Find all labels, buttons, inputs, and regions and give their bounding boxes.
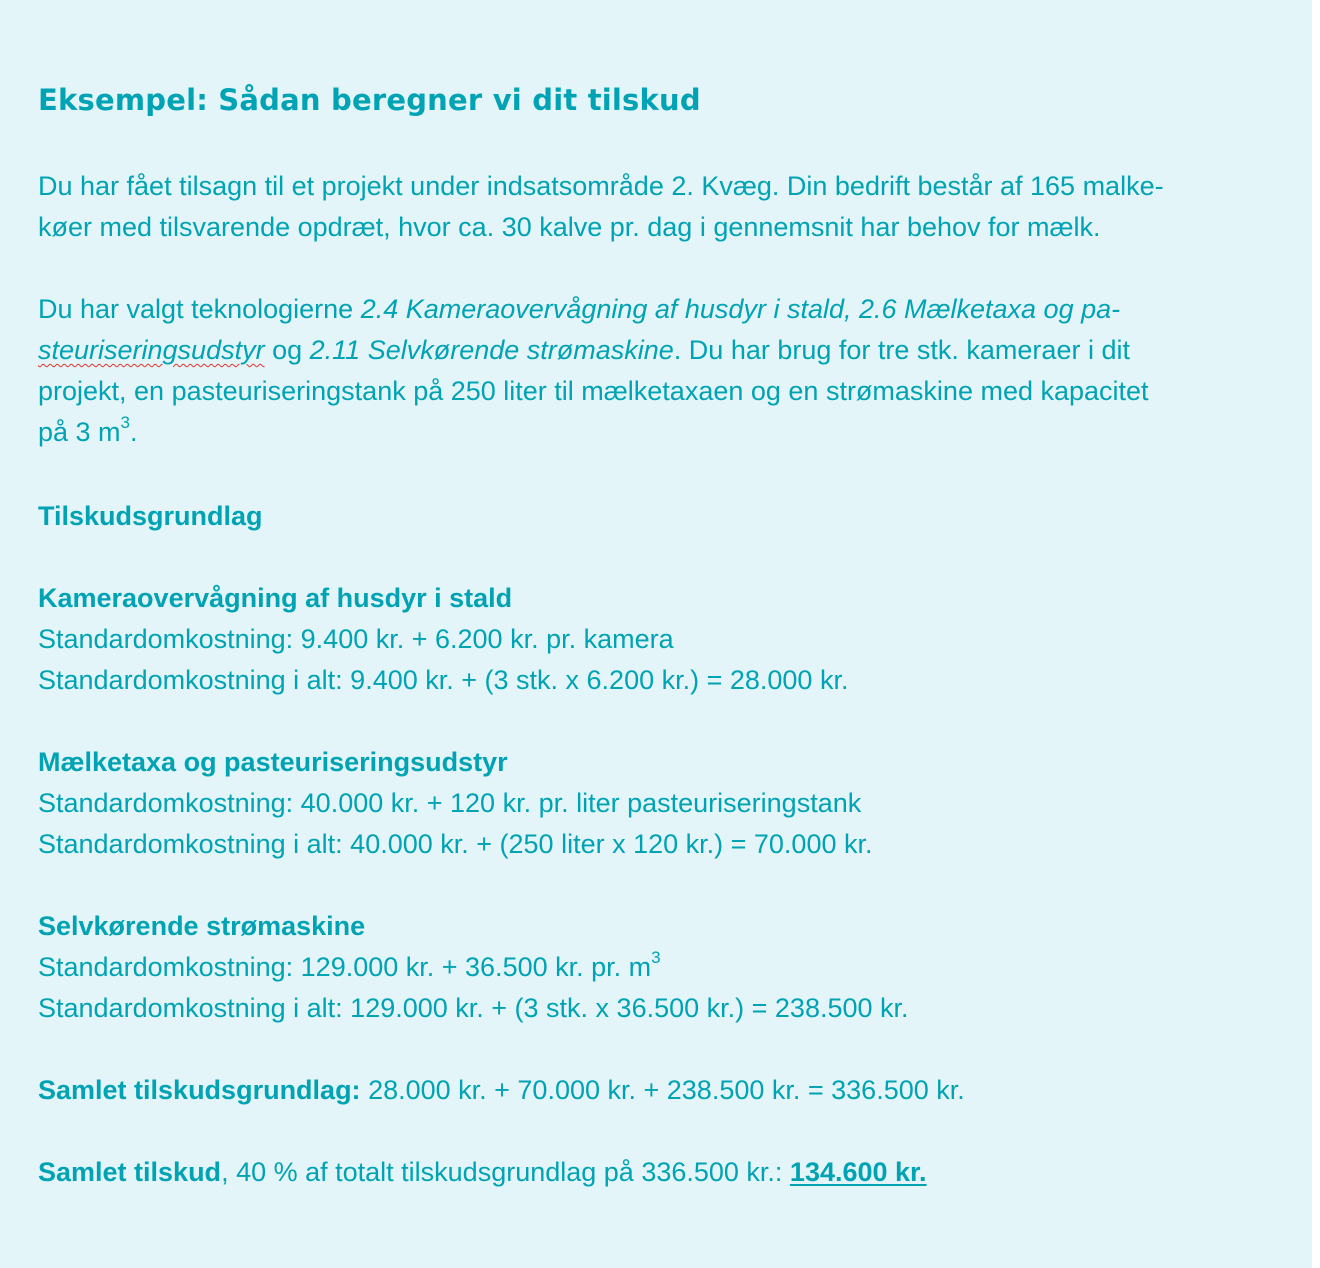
example-title: Eksempel: Sådan beregner vi dit tilskud: [38, 83, 701, 117]
superscript-3: 3: [651, 948, 661, 967]
camera-section: [38, 578, 848, 701]
technologies-line-2-suffix: . Du har brug for tre stk. kameraer i dit: [673, 335, 1130, 365]
milk-heading: Mælketaxa og pasteuriseringsudstyr: [38, 747, 508, 777]
technologies-line-4: [38, 412, 1149, 453]
milk-standard-cost: Standardomkostning: 40.000 kr. + 120 kr. pr. liter pasteuriseringstank: [38, 788, 862, 818]
sum-grant-text: , 40 % af totalt tilskudsgrundlag på 336.500 kr.:: [221, 1157, 790, 1187]
capacity-suffix: .: [130, 417, 138, 447]
misspelled-word[interactable]: steuriseringsudstyr: [38, 335, 265, 365]
technologies-list-part-1: 2.4 Kameraovervågning af husdyr i stald, 2.6 Mælketaxa og pa-: [360, 294, 1121, 324]
sum-grant-amount: 134.600 kr.: [789, 1157, 927, 1187]
intro-line-2: køer med tilsvarende opdræt, hvor ca. 30 kalve pr. dag i gennemsnit har behov for mælk.: [38, 212, 1101, 242]
technologies-prefix: Du har valgt teknologierne: [38, 294, 361, 324]
sum-basis-label: Samlet tilskudsgrundlag:: [38, 1075, 361, 1105]
technologies-list-part-2: 2.11 Selvkørende strømaskine: [309, 335, 674, 365]
technologies-line-3: projekt, en pasteuriseringstank på 250 liter til mælketaxaen og en strømaskine med kapacitet: [38, 376, 1149, 406]
sum-grant-row: [38, 1152, 927, 1193]
straw-total-cost: Standardomkostning i alt: 129.000 kr. + (3 stk. x 36.500 kr.) = 238.500 kr.: [38, 993, 909, 1023]
camera-heading: Kameraovervågning af husdyr i stald: [38, 583, 513, 613]
sum-basis-row: [38, 1070, 965, 1111]
basis-heading-text: Tilskudsgrundlag: [38, 501, 263, 531]
intro-paragraph: [38, 166, 1164, 248]
sum-grant-label: Samlet tilskud: [38, 1157, 222, 1187]
technologies-og: og: [264, 335, 310, 365]
milk-section: [38, 742, 872, 865]
basis-heading: [38, 496, 263, 537]
camera-standard-cost: Standardomkostning: 9.400 kr. + 6.200 kr. pr. kamera: [38, 624, 674, 654]
technologies-line-1: [38, 289, 1149, 330]
technologies-paragraph: [38, 289, 1149, 453]
camera-total-cost: Standardomkostning i alt: 9.400 kr. + (3 stk. x 6.200 kr.) = 28.000 kr.: [38, 665, 849, 695]
milk-total-cost: Standardomkostning i alt: 40.000 kr. + (250 liter x 120 kr.) = 70.000 kr.: [38, 829, 873, 859]
intro-line-1: Du har fået tilsagn til et projekt under indsatsområde 2. Kvæg. Din bedrift består af 165 malke-: [38, 171, 1164, 201]
superscript-3: 3: [120, 413, 131, 432]
sum-grant-line: [38, 1152, 927, 1193]
straw-standard-cost: [38, 947, 909, 988]
technologies-line-2: [38, 330, 1149, 371]
sum-basis-value: 28.000 kr. + 70.000 kr. + 238.500 kr. = 336.500 kr.: [360, 1075, 965, 1105]
capacity-prefix: på 3 m: [38, 417, 121, 447]
straw-standard-text: Standardomkostning: 129.000 kr. + 36.500 kr. pr. m: [38, 952, 652, 982]
straw-section: [38, 906, 909, 1029]
straw-heading: Selvkørende strømaskine: [38, 911, 366, 941]
sum-basis-line: [38, 1070, 965, 1111]
